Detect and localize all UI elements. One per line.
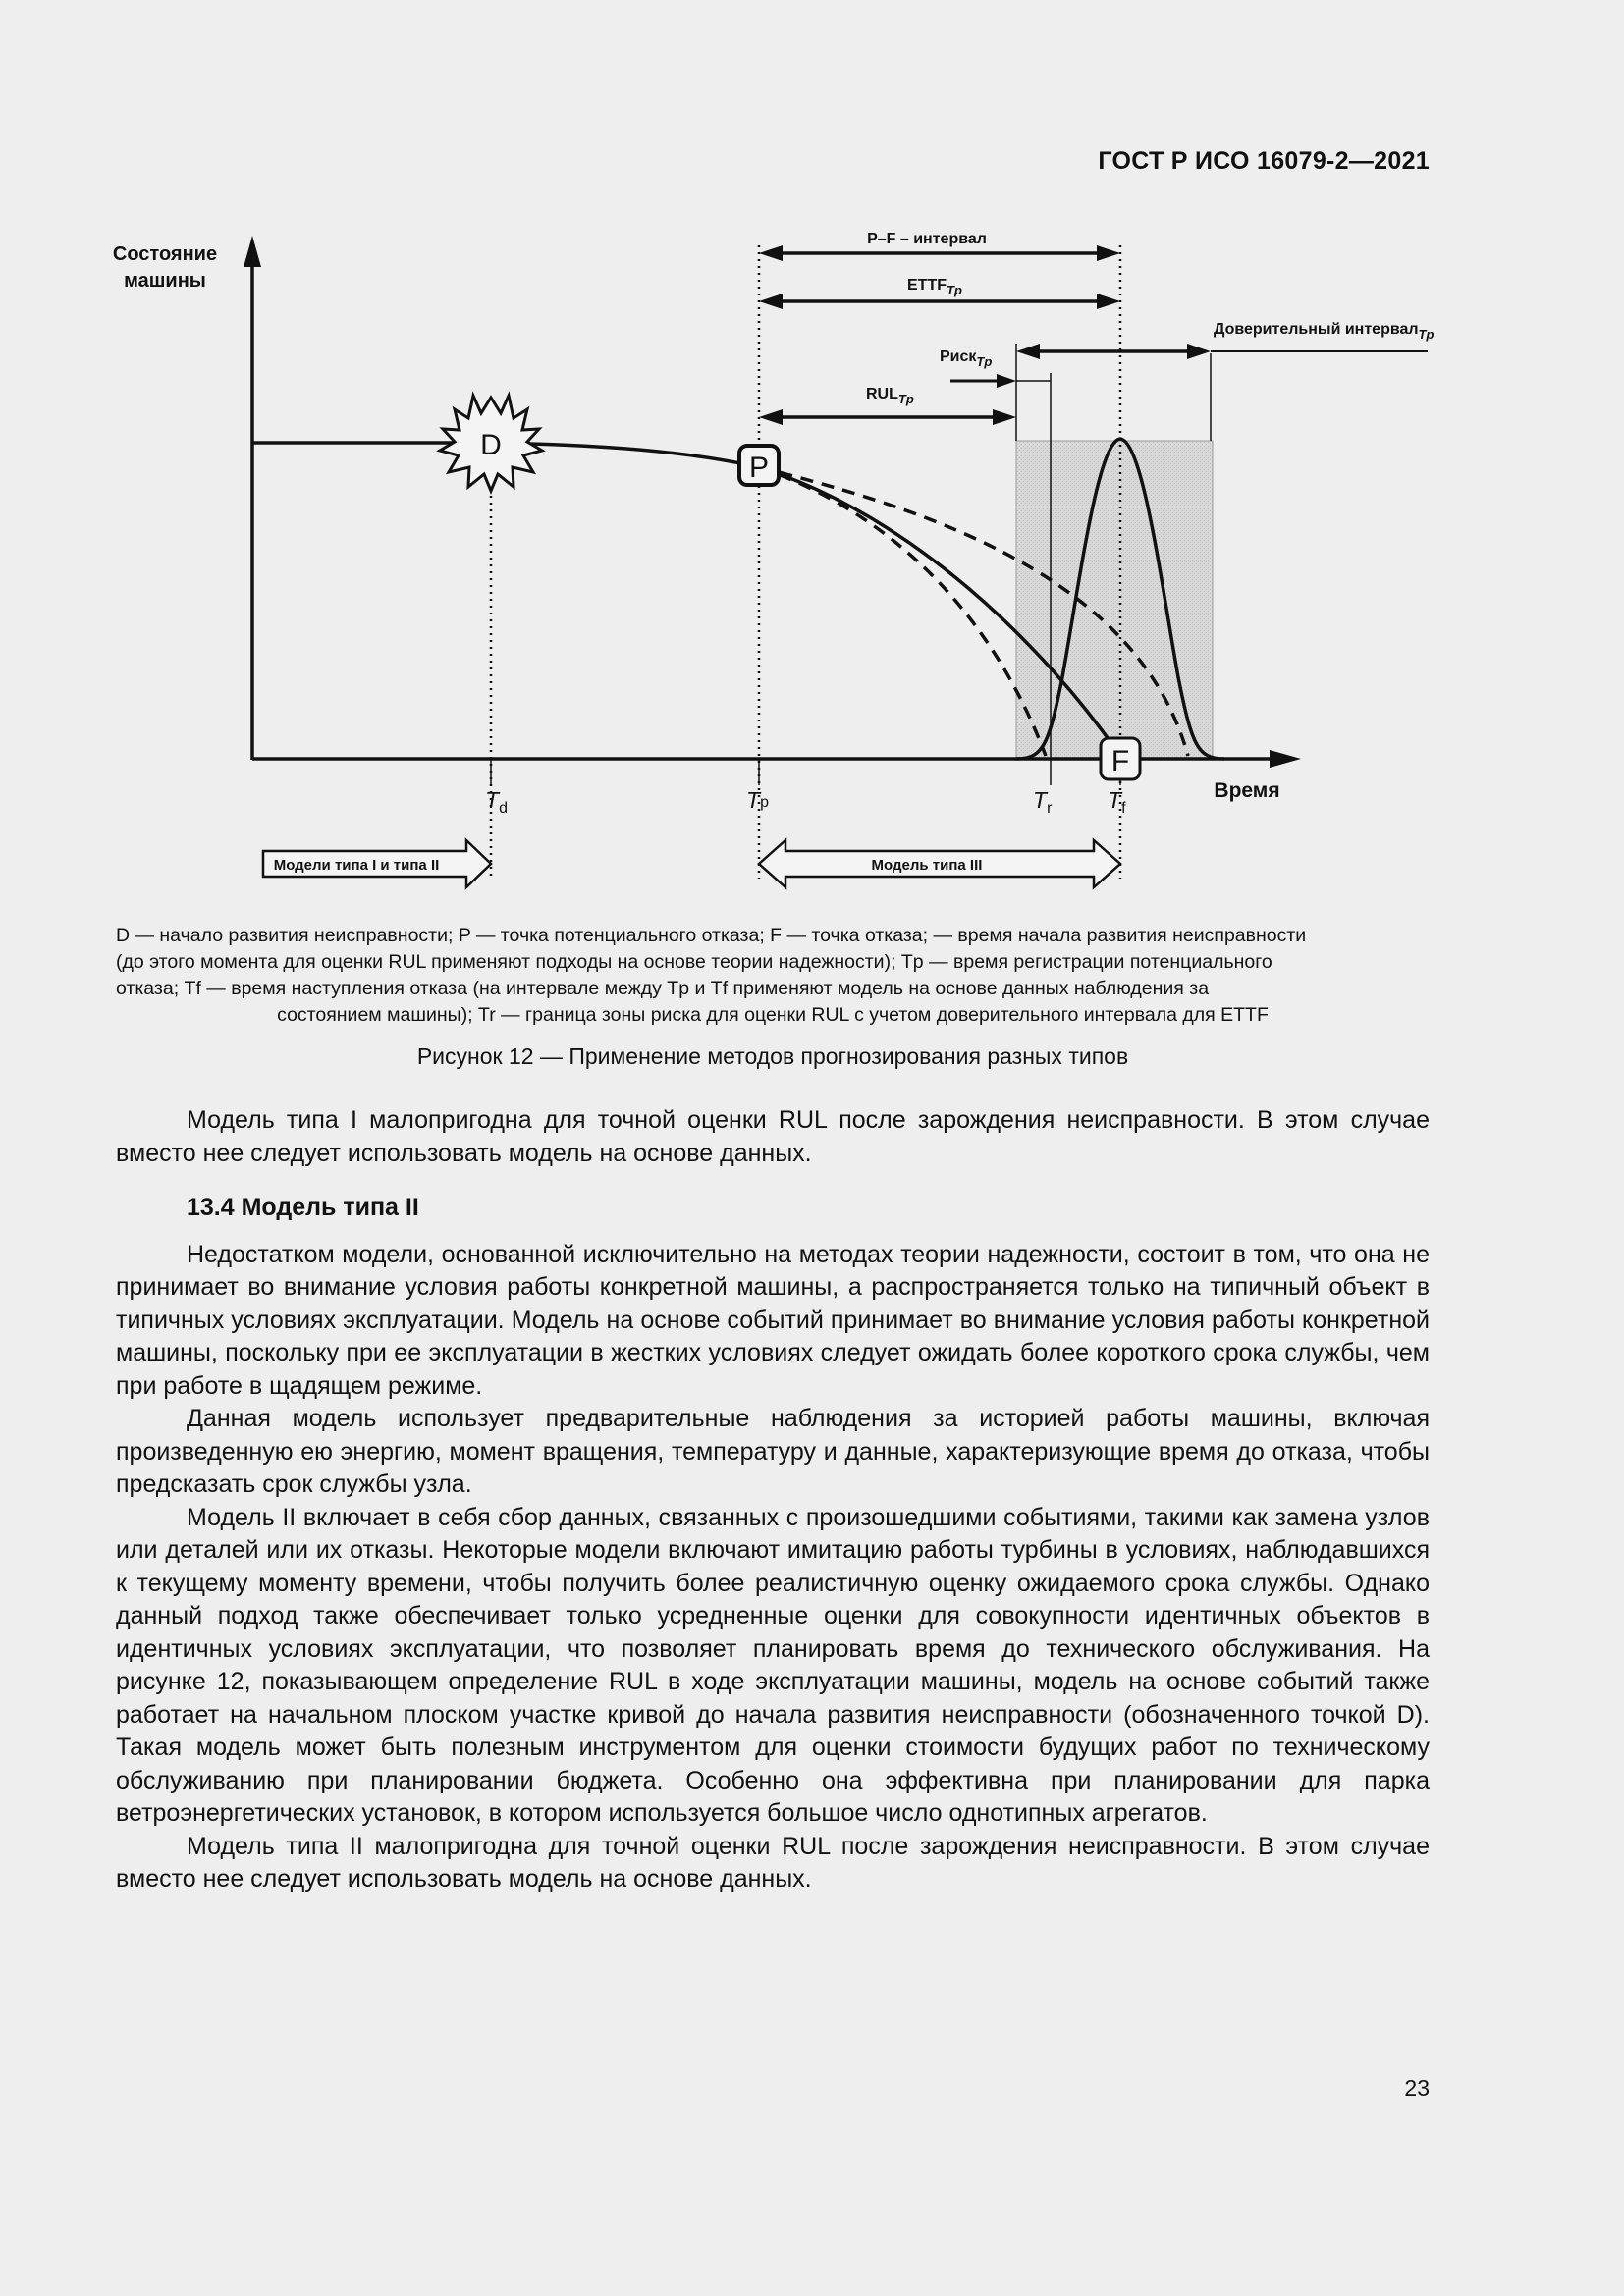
lower-bound-curve <box>759 467 1046 756</box>
section-heading: 13.4 Модель типа II <box>187 1194 419 1221</box>
model-3-block-arrow <box>759 840 1120 887</box>
paragraph-5: Модель типа II малопригодна для точной оценки RUL после зарождения неисправности. В этом случае вместо нее следует использовать модель на основе данных. <box>116 1832 1430 1893</box>
paragraph-2: Недостатком модели, основанной исключительно на методах теории надежности, состоит в том, что она не принимает во внимание условия работы конкретной машины, а распространяется только на типичный объект в типичных условиях эксплуатации. Модель на основе событий принимает во внимание условия работы конкретной машины, поскольку при ее эксплуатации в жестких условиях следует ожидать более короткого срока службы, чем при работе в щадящем режиме. <box>116 1240 1430 1400</box>
model-1-2-label: Модели типа I и типа II <box>273 857 440 874</box>
page-number: 23 <box>1404 2075 1430 2101</box>
point-f-label: F <box>1110 745 1130 777</box>
rul-arrow <box>759 386 1016 425</box>
pf-interval-arrow <box>759 231 1120 261</box>
potential-failure-marker <box>739 446 779 485</box>
confidence-zone <box>1016 441 1213 760</box>
y-axis-arrow-icon <box>244 236 261 267</box>
y-axis-label-line2: машины <box>124 270 206 292</box>
ettf-label: $ETTF_{Tp}$ <box>907 277 962 297</box>
failure-marker <box>1101 738 1140 779</box>
figure-caption: Рисунок 12 — Применение методов прогнозирования разных типов <box>416 1043 1129 1069</box>
legend-line-4: состоянием машины); Tr — граница зоны риска для оценки RUL с учетом доверительного интервала для ETTF <box>277 1004 1269 1026</box>
y-axis-label-line1: Состояние <box>112 243 218 265</box>
point-d-label: D <box>480 429 502 461</box>
figure-legend <box>116 923 1430 1029</box>
x-axis-arrow-icon <box>1270 750 1301 768</box>
point-p-label: P <box>748 452 770 484</box>
model-3-label: Модель типа III <box>871 857 983 874</box>
tick-tp: Tp <box>746 787 769 813</box>
body-text <box>116 1104 1430 1896</box>
legend-line-1: D — начало развития неисправности; P — точка потенциального отказа; F — точка отказа; — время начала развития неисправности <box>116 925 1307 946</box>
fault-onset-marker <box>440 396 542 491</box>
legend-line-3: отказа; Tf — время наступления отказа (на интервале между Tp и Tf применяют модель на основе данных наблюдения за <box>116 978 1210 999</box>
legend-line-2: (до этого момента для оценки RUL применяют подходы на основе теории надежности); Tp — время регистрации потенциального <box>116 951 1272 973</box>
risk-label: Риск$_{Tp}$ <box>940 348 993 369</box>
confidence-interval-arrow <box>1016 321 1434 359</box>
paragraph-3: Данная модель использует предварительные наблюдения за историей работы машины, включая произведенную ею энергию, момент вращения, температуру и данные, характеризующие время до отказа, чтобы предсказать срок службы узла. <box>116 1405 1430 1498</box>
paragraph-1: Модель типа I малопригодна для точной оценки RUL после зарождения неисправности. В этом случае вместо нее следует использовать модель на основе данных. <box>116 1106 1430 1167</box>
tick-tr: $T_r$ <box>1033 787 1053 817</box>
paragraph-4: Модель II включает в себя сбор данных, связанных с произошедшими событиями, такими как замена узлов или деталей или их отказы. Некоторые модели включают имитацию работы турбины в условиях, наблюдавшихся к текущему моменту времени, чтобы получить более реалистичную оценку ожидаемого срока службы. Однако данный подход также обеспечивает только усредненные оценки для совокупности идентичных объектов в идентичных условиях эксплуатации, что позволяет планировать время до технического обслуживания. На рисунке 12, показывающем определение RUL в ходе эксплуатации машины, модель на основе событий также работает на начальном плоском участке кривой до начала развития неисправности (обозначенного точкой D). Такая модель может быть полезным инструментом для оценки стоимости будущих работ по техническому обслуживанию при планировании бюджета. Особенно она эффективна при планировании для парка ветроэнергетических установок, в котором используется большое число однотипных агрегатов. <box>116 1503 1430 1827</box>
confidence-interval-label: Доверительный интервал$_{Tp}$ <box>1214 321 1435 342</box>
ettf-arrow <box>759 277 1120 309</box>
pf-interval-label: P–F – интервал <box>867 231 987 247</box>
machine-state-curve <box>252 443 1120 756</box>
rul-label: $RUL_{Tp}$ <box>866 386 914 406</box>
prognosis-methods-figure <box>0 0 1624 913</box>
tick-tf: $T_f$ <box>1108 787 1126 817</box>
tick-td: $T_d$ <box>485 787 508 817</box>
x-axis-label: Время <box>1214 779 1280 802</box>
document-code-header: ГОСТ Р ИСО 16079-2—2021 <box>1098 147 1430 175</box>
model-1-2-block-arrow <box>263 840 491 887</box>
